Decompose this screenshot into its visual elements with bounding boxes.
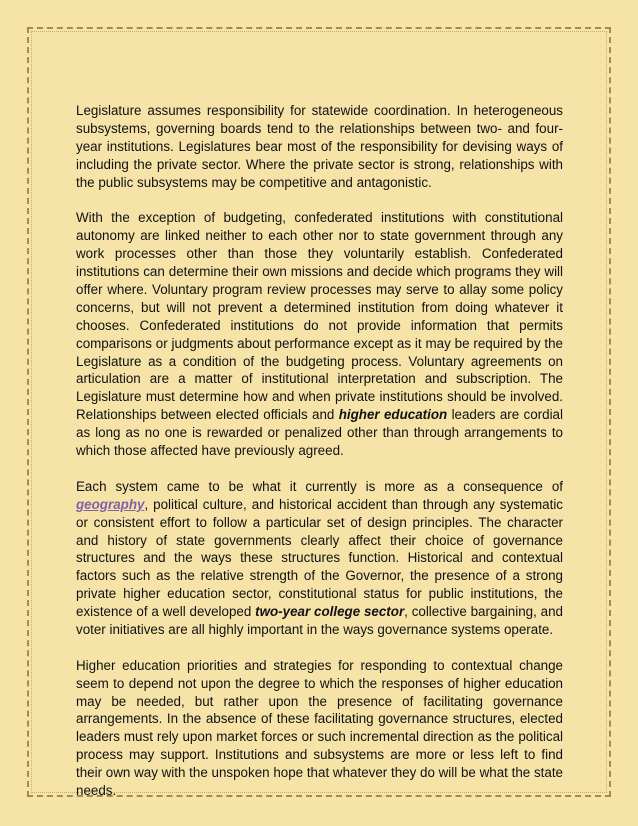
emphasis-term: two-year college sector xyxy=(255,604,405,620)
emphasis-term: higher education xyxy=(338,407,448,423)
paragraph xyxy=(76,657,563,800)
paragraph-text: With the exception of budgeting, confederated institutions with constitutional autonomy are linked neither to each other nor to state government through any work processes other than those they voluntarily establish. Confederated institutions can determine their own missions and decide which programs they will offer where. Voluntary program review processes may serve to allay some policy concerns, but will not prevent a determined institution from doing whatever it chooses. Confederated institutions do not provide information that permits comparisons or judgments about performance except as it may be required by the Legislature as a condition of the budgeting process. Voluntary agreements on articulation are a matter of institutional interpretation and subscription. The Legislature must determine how and when private institutions should be involved. Relationships between elected officials and xyxy=(76,210,563,423)
paragraph-text: , political culture, and historical accident than through any systematic or consistent effort to follow a particular set of design principles. The character and history of state governments clearly affect their choice of governance structures and the ways these structures function. Historical and contextual factors such as the relative strength of the Governor, the presence of a strong private higher education sector, constitutional status for public institutions, the existence of a well developed xyxy=(76,496,563,620)
document-body xyxy=(76,102,563,818)
geography-link[interactable]: geography xyxy=(76,496,145,512)
paragraph-text: , collective bargaining, and voter initiatives are all highly important in the ways governance systems operate. xyxy=(76,604,563,638)
paragraph xyxy=(76,478,563,639)
paragraph-text: Each system came to be what it currently is more as a consequence of xyxy=(76,478,563,494)
paragraph xyxy=(76,102,563,192)
paragraph-text: Legislature assumes responsibility for statewide coordination. In heterogeneous subsystems, governing boards tend to the relationships between two- and four-year institutions. Legislatures bear most of the responsibility for devising ways of including the private sector. Where the private sector is strong, relationships with the public subsystems may be competitive and antagonistic. xyxy=(76,103,563,190)
paragraph-text: Higher education priorities and strategies for responding to contextual change seem to depend not upon the degree to which the responses of higher education may be needed, but rather upon the presence of facilitating governance arrangements. In the absence of these facilitating governance structures, elected leaders must rely upon market forces or such incremental direction as the political process may support. Institutions and subsystems are more or less left to find their own way with the unspoken hope that whatever they do will be what the state needs. xyxy=(76,657,563,799)
paragraph xyxy=(76,209,563,460)
paragraph-text: leaders are cordial as long as no one is rewarded or penalized other than through arrangements to which those affected have previously agreed. xyxy=(76,407,563,459)
